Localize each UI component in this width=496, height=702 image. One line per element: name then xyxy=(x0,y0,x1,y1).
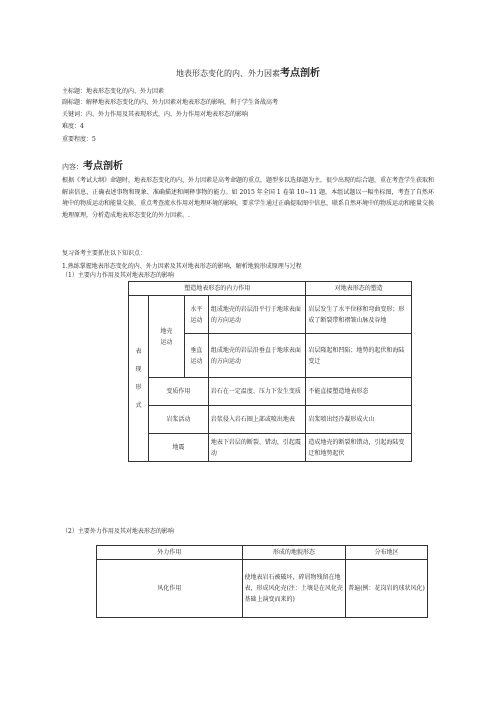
title-text: 地表形态变化的内、外力因素 xyxy=(176,69,280,78)
magma-desc: 岩浆侵入岩石圈上部或喷出地表 xyxy=(208,406,306,434)
table1-side-label xyxy=(129,296,149,462)
table2-col1: 外力作用 xyxy=(97,546,243,560)
horizontal-effect: 岩层发生了水平位移和弯曲变形；形成了断裂带和褶皱山脉及谷地 xyxy=(306,296,412,334)
title-bold-text: 考点剖析 xyxy=(280,68,320,79)
metamorphic-desc: 岩石在一定温度、压力下发生变质 xyxy=(208,378,306,406)
subheading-2: （2）主要外力作用及其对地表形态的影响 xyxy=(62,528,174,535)
vertical-desc: 组成地壳的岩层沿垂直于地球表面的方向运动 xyxy=(208,334,306,378)
quake-label: 地震 xyxy=(148,434,208,462)
magma-label: 岩浆活动 xyxy=(148,406,208,434)
review-intro: 复习备考主要抓住以下知识点： xyxy=(62,250,147,257)
vertical-effect: 岩层隆起和凹陷；地势的起伏和海陆变迁 xyxy=(306,334,412,378)
subheading-1: （1）主要内力作用及其对地表形态的影响 xyxy=(62,272,174,279)
weathering-area: 普遍(例：花岗岩的球状风化) xyxy=(346,560,428,618)
weathering-form: 使地表岩石被破坏，碎屑物残留在地表，形成风化壳(注：土壤是在风化壳基础上演变而来的) xyxy=(242,560,346,618)
difficulty-line: 难度：4 xyxy=(62,123,84,130)
horizontal-label-cell xyxy=(184,296,208,334)
keywords-line: 关键词：内、外力作用及其表现形式，内、外力作用对地表形态的影响 xyxy=(62,111,249,118)
crust-label-cell xyxy=(148,296,184,378)
crust-label-text: 地壳运动 xyxy=(160,327,173,346)
table1-head-left: 塑造地表形态的内力作用 xyxy=(129,282,306,296)
inner-force-table xyxy=(128,281,412,462)
outer-force-table xyxy=(96,545,428,618)
page-title xyxy=(0,68,496,80)
weathering-label: 风化作用 xyxy=(97,560,243,618)
table2-col2: 形成的地貌形态 xyxy=(242,546,346,560)
content-bold: 考点剖析 xyxy=(83,161,123,172)
vertical-label-text: 垂直运动 xyxy=(190,346,203,365)
content-prefix: 内容： xyxy=(62,163,83,171)
horizontal-desc: 组成地壳的岩层沿平行于地球表面的方向运动 xyxy=(208,296,306,334)
table1-head-right: 对地表形态的塑造 xyxy=(306,282,412,296)
metamorphic-effect: 不能直接塑造地表形态 xyxy=(306,378,412,406)
content-heading xyxy=(62,157,123,172)
importance-line: 重要程度：5 xyxy=(62,136,96,143)
table2-col3: 分布地区 xyxy=(346,546,428,560)
side-label-text: 表现形式 xyxy=(135,347,142,409)
subtitle-line: 副标题：解释地表形态变化的内、外力因素对地表形态的影响，利于学生备战高考 xyxy=(62,99,279,106)
horizontal-label-text: 水平运动 xyxy=(190,305,203,324)
vertical-label-cell xyxy=(184,334,208,378)
quake-effect: 造成地壳的断裂和错动，引起海陆变迁和地势起伏 xyxy=(306,434,412,462)
point-1: 1.熟练掌握地表形态变化的内、外力因素及其对地表形态的影响，解析地貌形成原理与过程 xyxy=(62,263,302,270)
magma-effect: 岩浆喷出经冷凝形成火山 xyxy=(306,406,412,434)
main-title-line: 主标题：地表形态变化的内、外力因素 xyxy=(62,88,165,95)
metamorphic-label: 变质作用 xyxy=(148,378,208,406)
quake-desc: 地表下岩层的断裂、错动，引起震动 xyxy=(208,434,306,462)
intro-paragraph: 根据《考试大纲》命题时，地表形态变化的内、外力因素是高考命题的重点，题型多以选择题为主，很少出现的综合题，重在考查学生获取和解读信息、正确表述事物和现象、准确描述和阐释事物的能力。如 2015 年全国 1 卷第 10~11 题，本组试题以一幅坐标图，考查了自然环境中的物质运动和能量交换、重点考查流水作用对地理环境的影响，要求学生通过正确提取图中信息，联系自然环境中的物质运动和能量交换地理原理，分析造成地表形态变化的外力因素。. xyxy=(62,177,435,219)
